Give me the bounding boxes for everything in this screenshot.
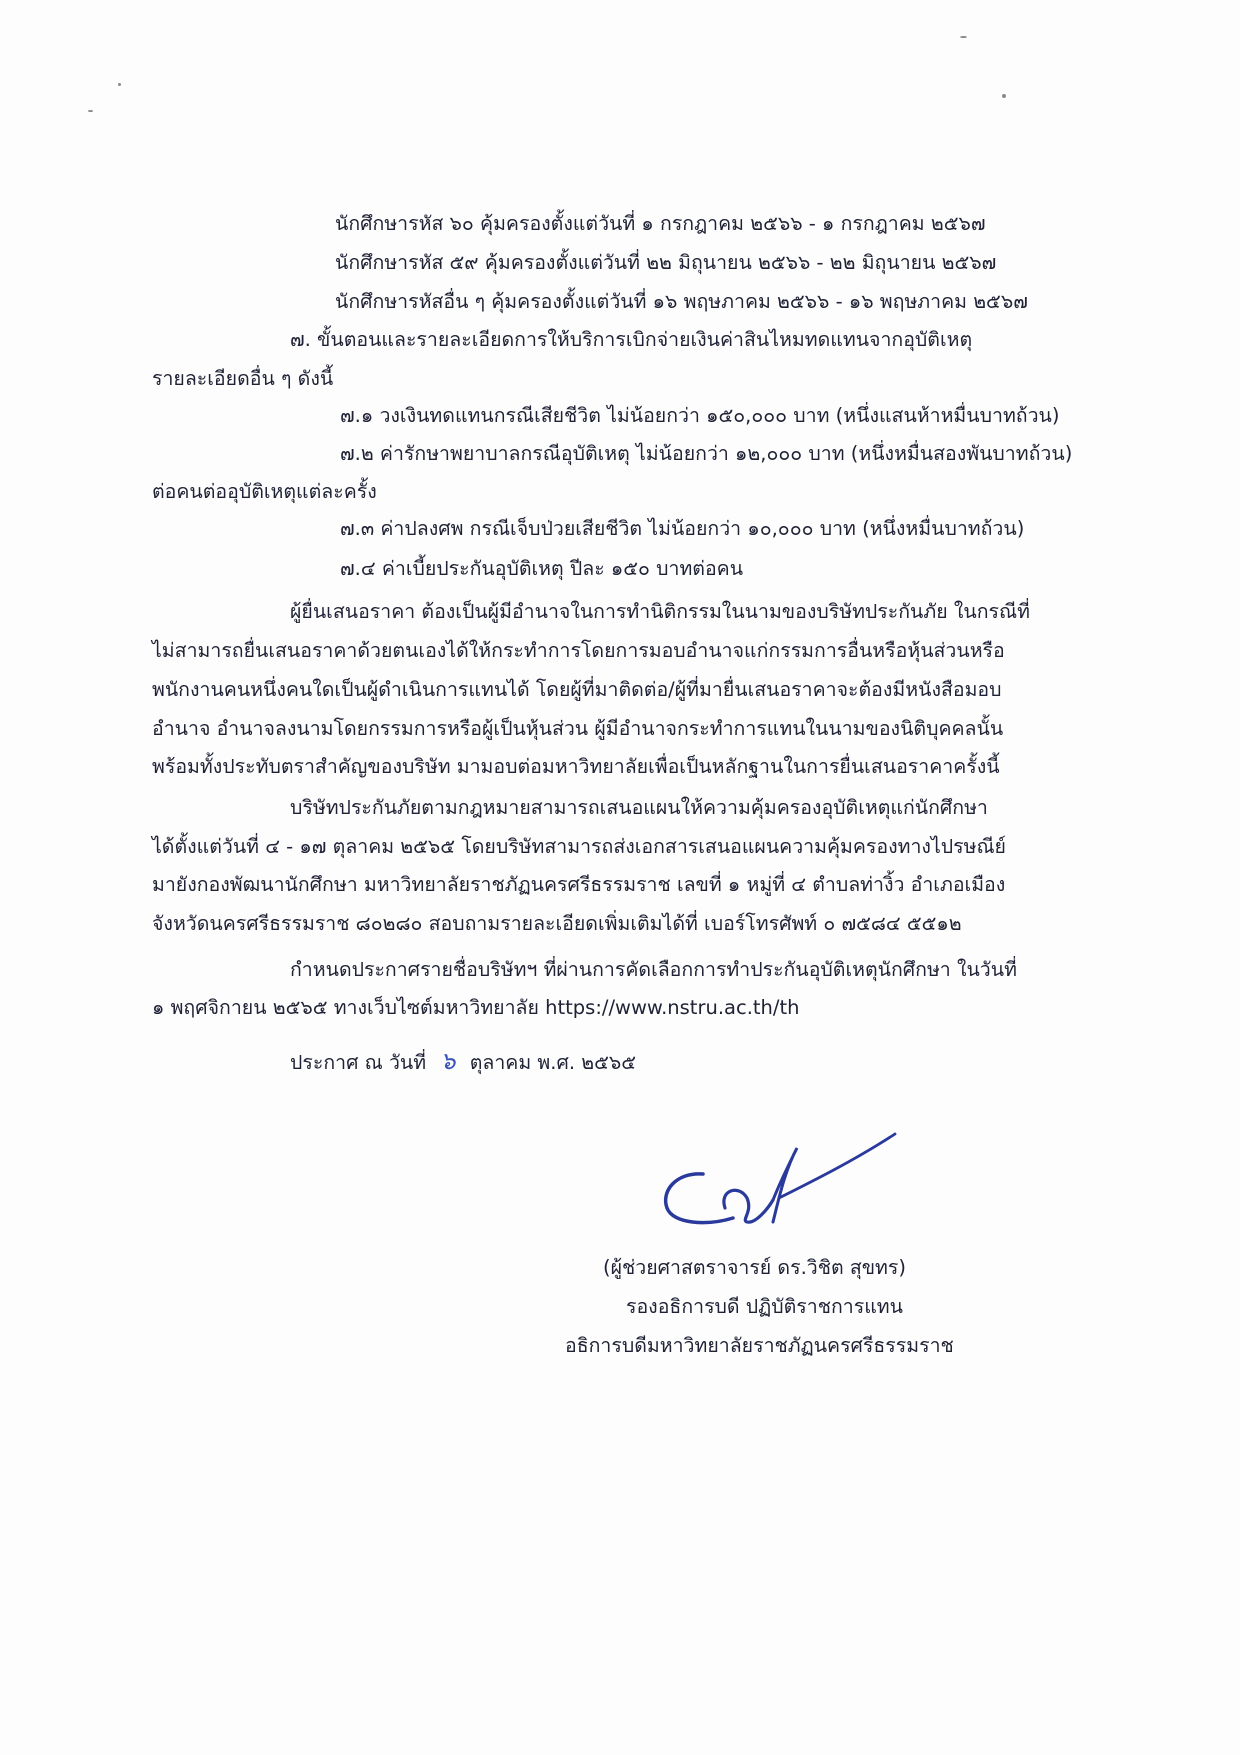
bidder-para-line: ผู้ยื่นเสนอราคา ต้องเป็นผู้มีอำนาจในการทำนิติกรรมในนามของบริษัทประกันภัย ในกรณีที่ xyxy=(290,600,1030,623)
announce-para-line: ๑ พฤศจิกายน ๒๕๖๕ ทางเว็บไซต์มหาวิทยาลัย https://www.nstru.ac.th/th xyxy=(152,996,800,1019)
section-7-heading: ๗. ขั้นตอนและรายละเอียดการให้บริการเบิกจ่ายเงินค่าสินไหมทดแทนจากอุบัติเหตุ xyxy=(290,328,973,351)
section-7-1: ๗.๑ วงเงินทดแทนกรณีเสียชีวิต ไม่น้อยกว่า ๑๕๐,๐๐๐ บาท (หนึ่งแสนห้าหมื่นบาทถ้วน) xyxy=(340,404,1060,427)
announce-date-suffix: ตุลาคม พ.ศ. ๒๕๖๕ xyxy=(469,1051,636,1074)
signatory-name: (ผู้ช่วยศาสตราจารย์ ดร.วิชิต สุขทร) xyxy=(603,1256,906,1279)
scan-speck xyxy=(960,36,967,38)
submit-para-line: มายังกองพัฒนานักศึกษา มหาวิทยาลัยราชภัฏนครศรีธรรมราช เลขที่ ๑ หมู่ที่ ๔ ตำบลท่างิ้ว อำเภอเมือง xyxy=(152,873,1006,896)
scan-speck xyxy=(118,83,121,86)
section-7-2: ๗.๒ ค่ารักษาพยาบาลกรณีอุบัติเหตุ ไม่น้อยกว่า ๑๒,๐๐๐ บาท (หนึ่งหมื่นสองพันบาทถ้วน) xyxy=(340,442,1073,465)
signature-image xyxy=(655,1120,905,1240)
submit-para-line: ได้ตั้งแต่วันที่ ๔ - ๑๗ ตุลาคม ๒๕๖๕ โดยบริษัทสามารถส่งเอกสารเสนอแผนความคุ้มครองทางไปรษณีย์ xyxy=(152,835,1006,858)
submit-para-line: บริษัทประกันภัยตามกฎหมายสามารถเสนอแผนให้ความคุ้มครองอุบัติเหตุแก่นักศึกษา xyxy=(290,796,988,819)
announce-date-prefix: ประกาศ ณ วันที่ xyxy=(290,1051,427,1074)
coverage-line-60: นักศึกษารหัส ๖๐ คุ้มครองตั้งแต่วันที่ ๑ กรกฎาคม ๒๕๖๖ - ๑ กรกฎาคม ๒๕๖๗ xyxy=(335,212,986,235)
bidder-para-line: อำนาจ อำนาจลงนามโดยกรรมการหรือผู้เป็นหุ้นส่วน ผู้มีอำนาจกระทำการแทนในนามของนิติบุคคลนั้น xyxy=(152,717,1004,740)
bidder-para-line: พนักงานคนหนึ่งคนใดเป็นผู้ดำเนินการแทนได้ โดยผู้ที่มาติดต่อ/ผู้ที่มายื่นเสนอราคาจะต้องมีหนังสือมอบ xyxy=(152,678,1002,701)
coverage-line-59: นักศึกษารหัส ๕๙ คุ้มครองตั้งแต่วันที่ ๒๒ มิถุนายน ๒๕๖๖ - ๒๒ มิถุนายน ๒๕๖๗ xyxy=(335,251,997,274)
scan-speck xyxy=(1002,94,1006,98)
section-7-3: ๗.๓ ค่าปลงศพ กรณีเจ็บป่วยเสียชีวิต ไม่น้อยกว่า ๑๐,๐๐๐ บาท (หนึ่งหมื่นบาทถ้วน) xyxy=(340,517,1025,540)
section-7-heading-cont: รายละเอียดอื่น ๆ ดังนี้ xyxy=(152,367,334,390)
announce-para-line: กำหนดประกาศรายชื่อบริษัทฯ ที่ผ่านการคัดเลือกการทำประกันอุบัติเหตุนักศึกษา ในวันที่ xyxy=(290,958,1017,981)
signatory-position: รองอธิการบดี ปฏิบัติราชการแทน xyxy=(626,1295,903,1318)
scan-speck xyxy=(88,110,93,112)
handwritten-day: ๖ xyxy=(440,1047,456,1075)
coverage-line-other: นักศึกษารหัสอื่น ๆ คุ้มครองตั้งแต่วันที่ ๑๖ พฤษภาคม ๒๕๖๖ - ๑๖ พฤษภาคม ๒๕๖๗ xyxy=(335,290,1028,313)
bidder-para-line: ไม่สามารถยื่นเสนอราคาด้วยตนเองได้ให้กระทำการโดยการมอบอำนาจแก่กรรมการอื่นหรือหุ้นส่วนหรือ xyxy=(152,639,1005,662)
submit-para-line: จังหวัดนครศรีธรรมราช ๘๐๒๘๐ สอบถามรายละเอียดเพิ่มเติมได้ที่ เบอร์โทรศัพท์ ๐ ๗๕๘๔ ๕๕๑๒ xyxy=(152,912,962,935)
bidder-para-line: พร้อมทั้งประทับตราสำคัญของบริษัท มามอบต่อมหาวิทยาลัยเพื่อเป็นหลักฐานในการยื่นเสนอราคาครั้งนี้ xyxy=(152,755,1000,778)
section-7-4: ๗.๔ ค่าเบี้ยประกันอุบัติเหตุ ปีละ ๑๕๐ บาทต่อคน xyxy=(340,557,744,580)
section-7-2-cont: ต่อคนต่ออุบัติเหตุแต่ละครั้ง xyxy=(152,480,377,503)
signatory-organization: อธิการบดีมหาวิทยาลัยราชภัฏนครศรีธรรมราช xyxy=(565,1334,954,1357)
announce-date xyxy=(290,1048,636,1076)
